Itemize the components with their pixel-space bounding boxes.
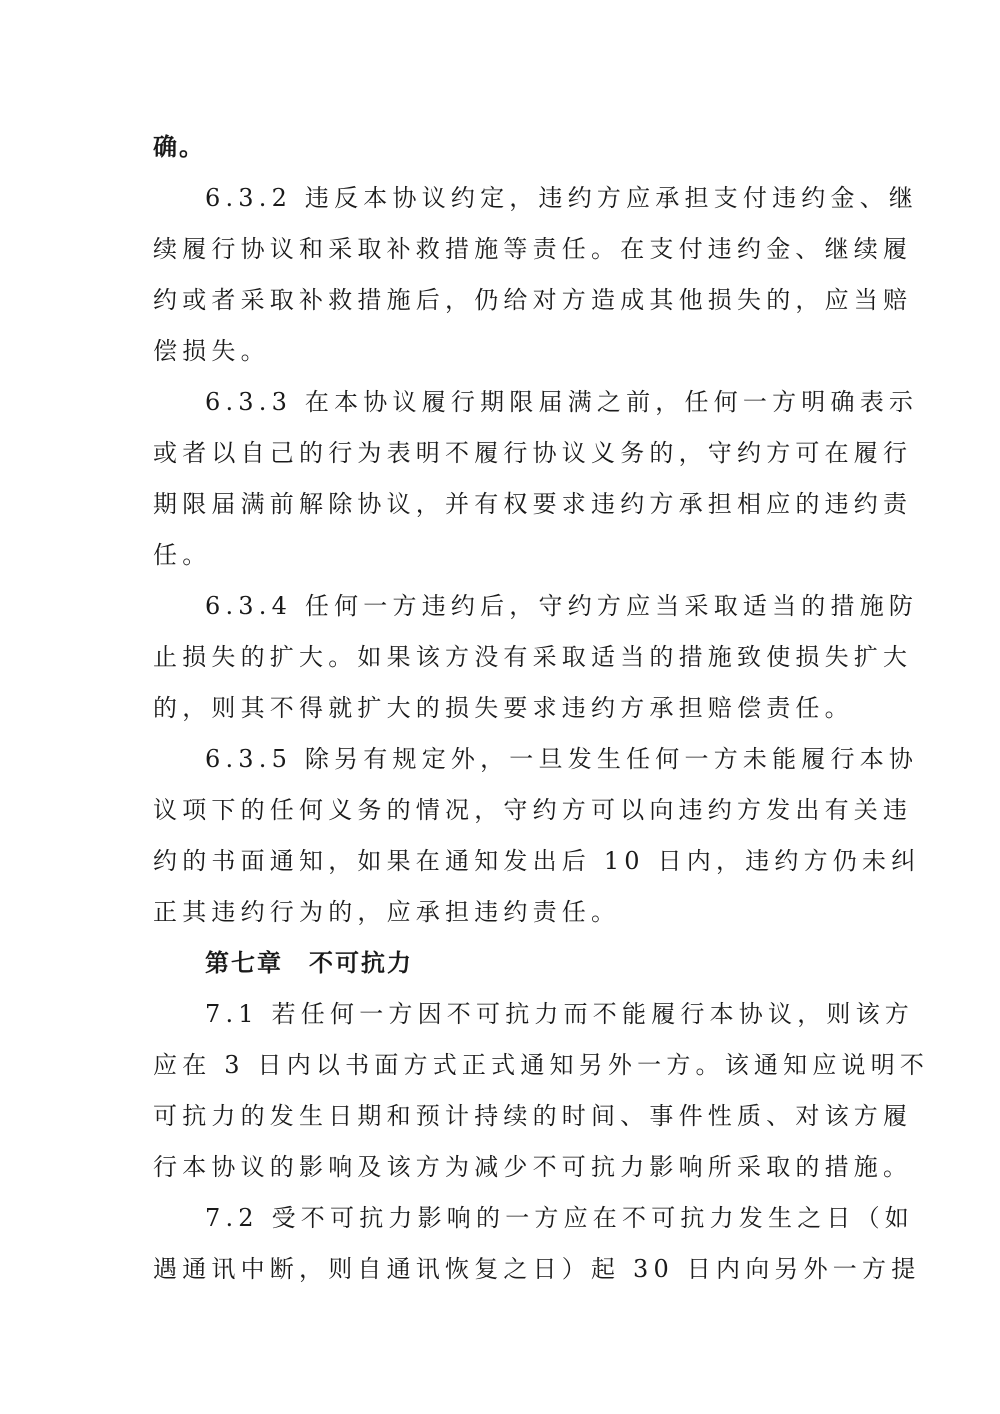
text-line: 止损失的扩大。如果该方没有采取适当的措施致使损失扩大 — [153, 643, 913, 671]
text-line: 正其违约行为的，应承担违约责任。 — [153, 898, 621, 926]
text-line: 期限届满前解除协议，并有权要求违约方承担相应的违约责 — [153, 490, 913, 518]
document-body — [153, 122, 930, 1295]
text-line: 的，则其不得就扩大的损失要求违约方承担赔偿责任。 — [153, 694, 854, 722]
text-line: 确。 — [153, 133, 205, 161]
paragraph-6-3-2-start: 6.3.2 违反本协议约定，违约方应承担支付违约金、继 — [205, 184, 919, 212]
paragraph-6-3-3-start: 6.3.3 在本协议履行期限届满之前，任何一方明确表示 — [205, 388, 919, 416]
text-line: 偿损失。 — [153, 337, 270, 365]
text-line: 约或者采取补救措施后，仍给对方造成其他损失的，应当赔 — [153, 286, 913, 314]
text-line: 任。 — [153, 541, 212, 569]
text-line: 行本协议的影响及该方为减少不可抗力影响所采取的措施。 — [153, 1153, 913, 1181]
text-line: 约的书面通知，如果在通知发出后 10 日内，违约方仍未纠 — [153, 847, 921, 875]
text-line: 续履行协议和采取补救措施等责任。在支付违约金、继续履 — [153, 235, 913, 263]
paragraph-6-3-4-start: 6.3.4 任何一方违约后，守约方应当采取适当的措施防 — [205, 592, 919, 620]
text-line: 可抗力的发生日期和预计持续的时间、事件性质、对该方履 — [153, 1102, 913, 1130]
paragraph-7-1-start: 7.1 若任何一方因不可抗力而不能履行本协议，则该方 — [205, 1000, 914, 1028]
text-line: 或者以自己的行为表明不履行协议义务的，守约方可在履行 — [153, 439, 913, 467]
text-line: 遇通讯中断，则自通讯恢复之日）起 30 日内向另外一方提 — [153, 1255, 921, 1283]
text-line: 应在 3 日内以书面方式正式通知另外一方。该通知应说明不 — [153, 1051, 930, 1079]
paragraph-7-2-start: 7.2 受不可抗力影响的一方应在不可抗力发生之日（如 — [205, 1204, 914, 1232]
paragraph-6-3-5-start: 6.3.5 除另有规定外，一旦发生任何一方未能履行本协 — [205, 745, 919, 773]
chapter-heading: 第七章 不可抗力 — [205, 949, 413, 977]
text-line: 议项下的任何义务的情况，守约方可以向违约方发出有关违 — [153, 796, 913, 824]
